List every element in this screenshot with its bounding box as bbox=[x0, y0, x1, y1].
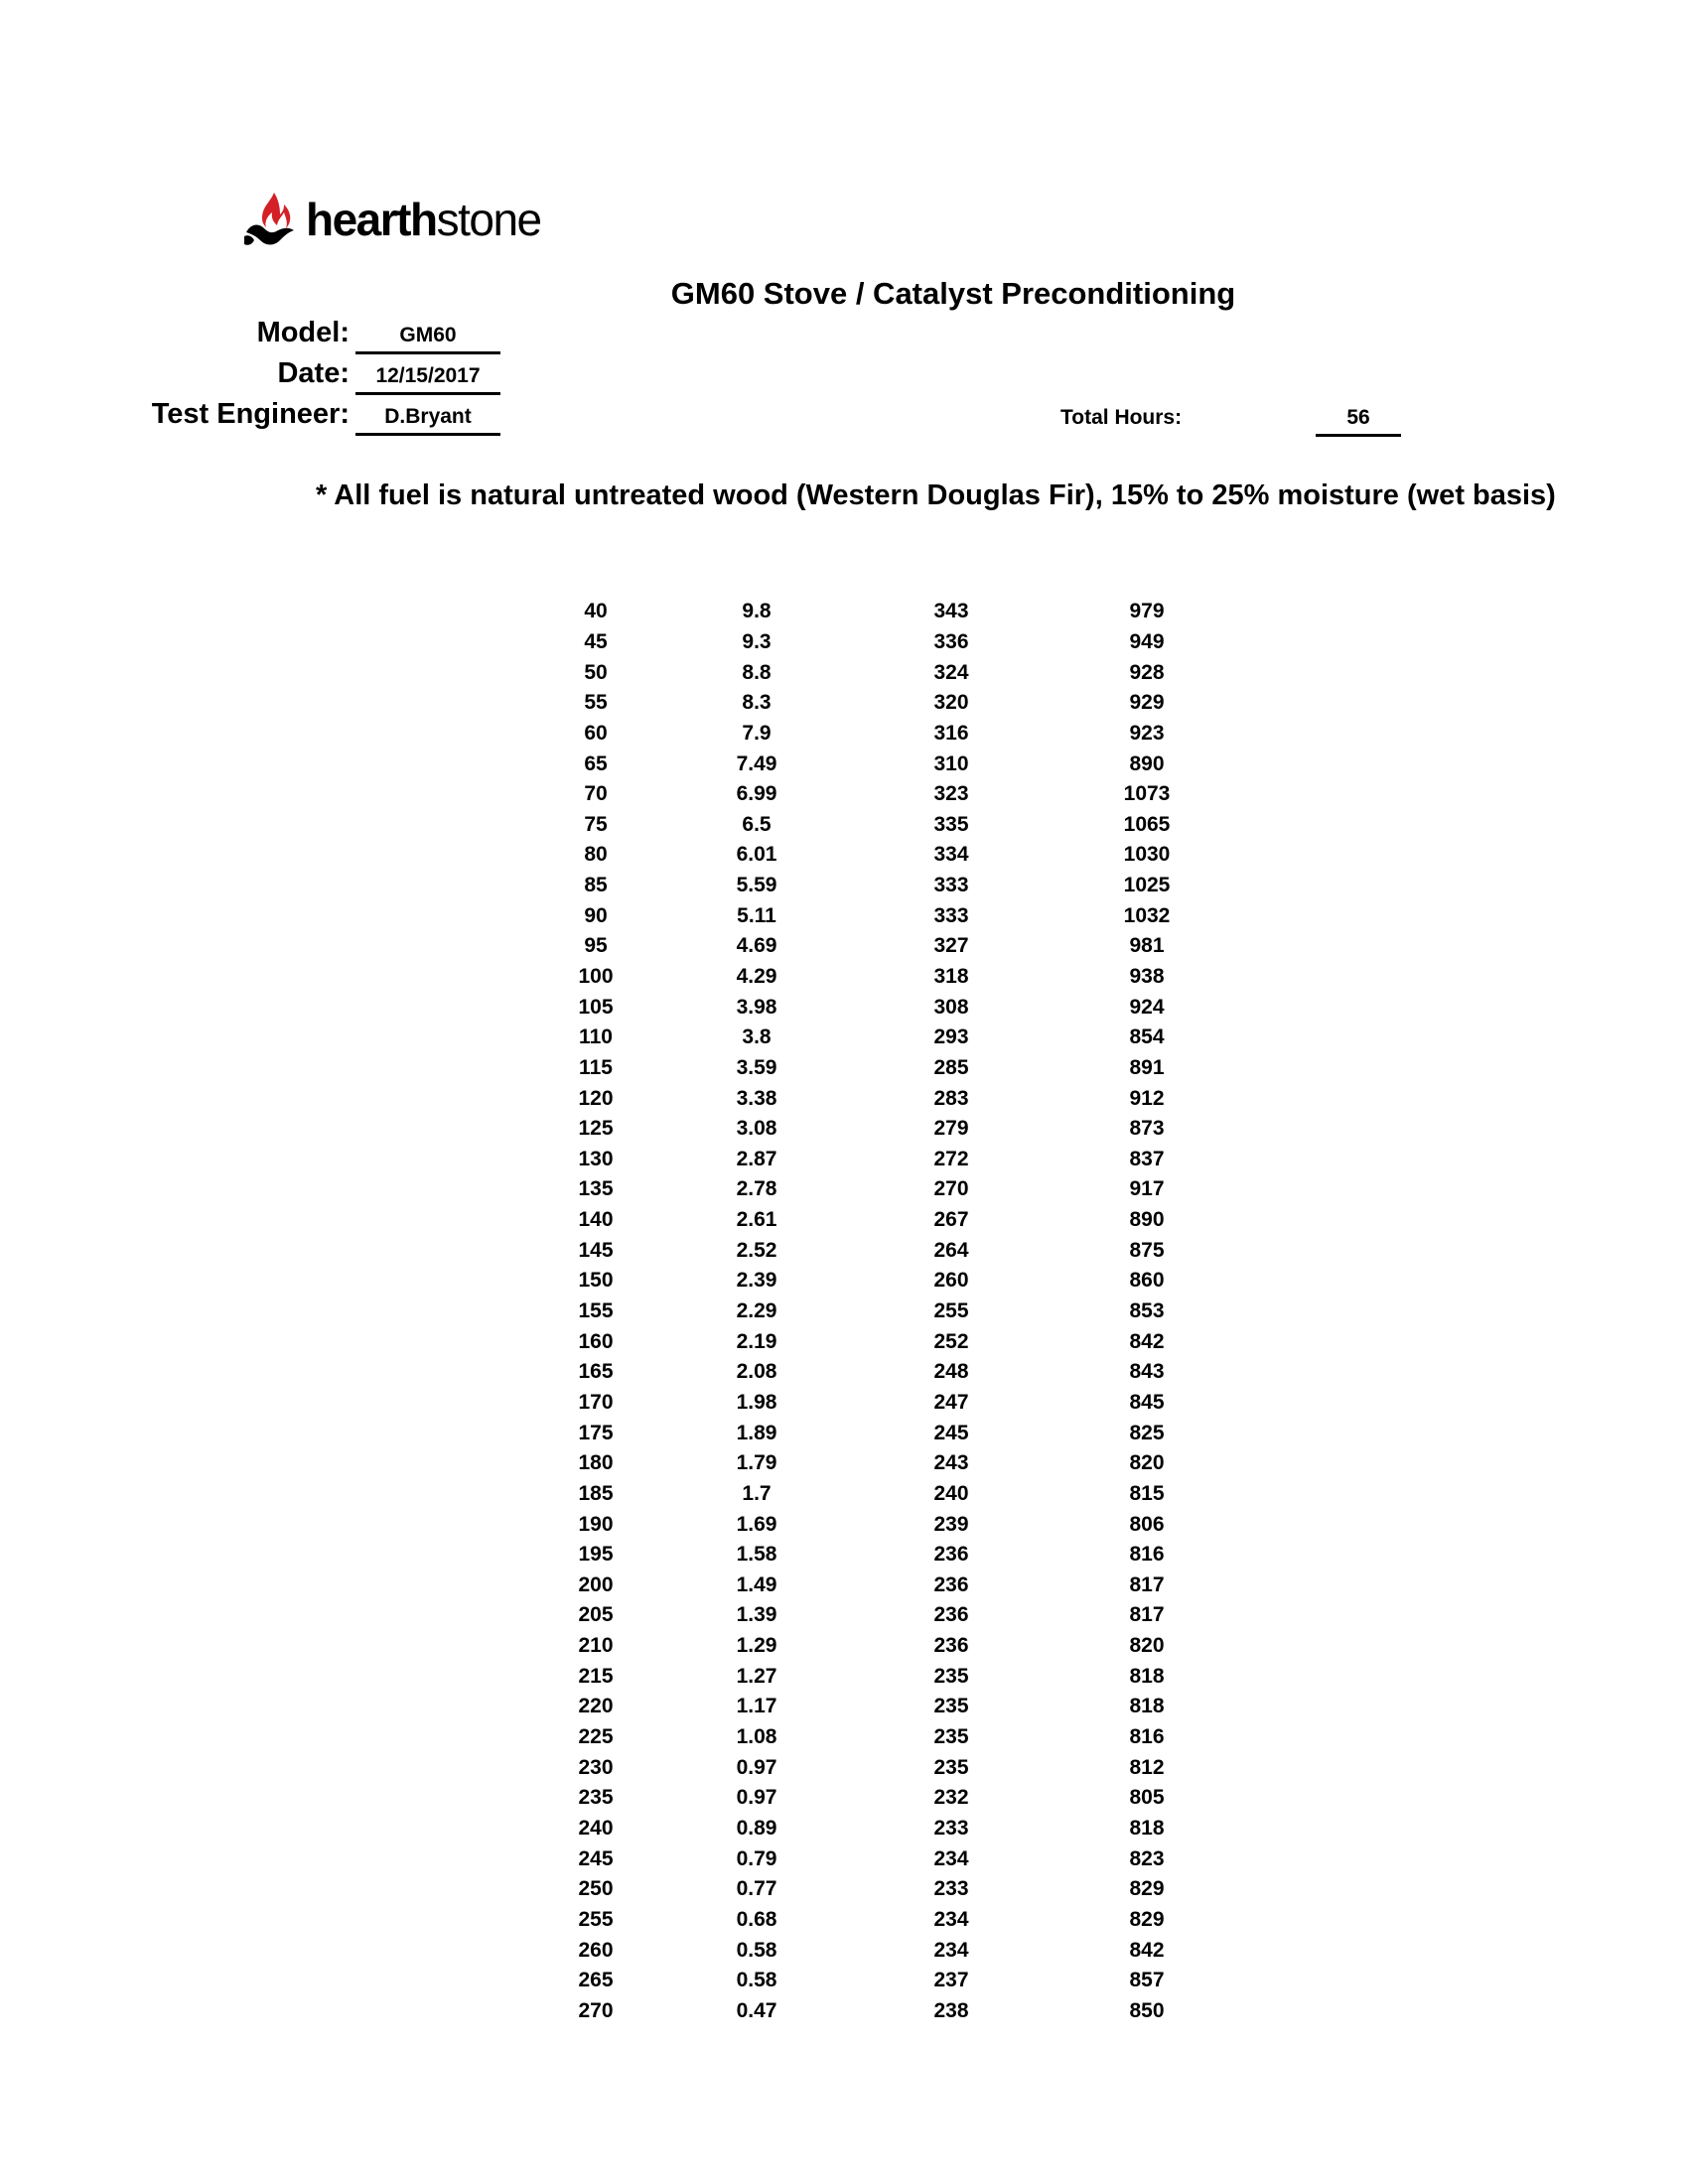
table-cell: 815 bbox=[1129, 1481, 1165, 1505]
table-cell: 854 bbox=[1129, 1025, 1165, 1049]
table-cell: 8.3 bbox=[742, 691, 772, 715]
total-hours-label: Total Hours: bbox=[1060, 406, 1183, 429]
table-cell: 140 bbox=[578, 1208, 614, 1232]
flame-shape bbox=[262, 193, 290, 228]
table-cell: 115 bbox=[579, 1055, 613, 1079]
fuel-note: * All fuel is natural untreated wood (Western Douglas Fir), 15% to 25% moisture (wet basis) bbox=[316, 479, 1556, 511]
table-cell: 272 bbox=[933, 1147, 969, 1170]
table-row bbox=[536, 688, 1249, 719]
table-cell: 155 bbox=[578, 1299, 614, 1323]
table-cell: 255 bbox=[578, 1907, 614, 1931]
table-cell: 264 bbox=[933, 1238, 969, 1262]
table-row bbox=[536, 1905, 1249, 1936]
table-row bbox=[536, 1357, 1249, 1388]
table-cell: 333 bbox=[933, 903, 969, 927]
table-cell: 875 bbox=[1129, 1238, 1165, 1262]
table-cell: 2.87 bbox=[736, 1147, 777, 1170]
table-cell: 2.08 bbox=[736, 1360, 777, 1384]
table-cell: 857 bbox=[1129, 1969, 1165, 1992]
table-cell: 105 bbox=[578, 995, 614, 1019]
table-cell: 334 bbox=[933, 843, 969, 867]
table-cell: 2.19 bbox=[736, 1329, 777, 1353]
table-cell: 981 bbox=[1129, 934, 1165, 958]
table-cell: 234 bbox=[933, 1846, 969, 1870]
table-cell: 235 bbox=[578, 1786, 614, 1810]
table-row bbox=[536, 1722, 1249, 1753]
table-cell: 236 bbox=[933, 1634, 969, 1658]
table-cell: 829 bbox=[1129, 1907, 1165, 1931]
table-cell: 327 bbox=[933, 934, 969, 958]
table-cell: 7.9 bbox=[742, 721, 772, 745]
table-cell: 270 bbox=[933, 1177, 969, 1201]
table-cell: 293 bbox=[933, 1025, 969, 1049]
table-cell: 235 bbox=[933, 1725, 969, 1749]
table-cell: 255 bbox=[933, 1299, 969, 1323]
table-cell: 225 bbox=[578, 1725, 614, 1749]
table-cell: 260 bbox=[933, 1269, 969, 1293]
table-cell: 270 bbox=[578, 1998, 614, 2022]
table-cell: 215 bbox=[578, 1664, 614, 1688]
table-cell: 1.79 bbox=[736, 1451, 777, 1475]
table-row bbox=[536, 719, 1249, 750]
table-cell: 200 bbox=[578, 1572, 614, 1596]
table-cell: 1073 bbox=[1123, 782, 1171, 806]
table-cell: 845 bbox=[1129, 1390, 1165, 1414]
table-cell: 318 bbox=[933, 965, 969, 988]
table-cell: 125 bbox=[578, 1117, 614, 1141]
table-cell: 248 bbox=[933, 1360, 969, 1384]
test-engineer-label: Test Engineer: bbox=[151, 398, 350, 430]
table-row bbox=[536, 1783, 1249, 1814]
table-cell: 0.58 bbox=[736, 1938, 777, 1962]
table-cell: 6.99 bbox=[736, 782, 777, 806]
data-table-body bbox=[536, 597, 1249, 2026]
table-row bbox=[536, 1509, 1249, 1540]
table-row bbox=[536, 1540, 1249, 1570]
table-cell: 233 bbox=[933, 1877, 969, 1901]
table-cell: 4.69 bbox=[736, 934, 777, 958]
table-cell: 1.17 bbox=[736, 1695, 777, 1718]
table-cell: 135 bbox=[578, 1177, 614, 1201]
table-row bbox=[536, 1418, 1249, 1448]
table-row bbox=[536, 1114, 1249, 1145]
table-cell: 817 bbox=[1129, 1572, 1165, 1596]
table-cell: 873 bbox=[1129, 1117, 1165, 1141]
table-cell: 5.59 bbox=[736, 874, 777, 897]
table-row bbox=[536, 1479, 1249, 1510]
table-cell: 843 bbox=[1129, 1360, 1165, 1384]
table-row bbox=[536, 1326, 1249, 1357]
table-cell: 6.01 bbox=[736, 843, 777, 867]
table-cell: 45 bbox=[584, 629, 608, 653]
table-cell: 817 bbox=[1129, 1603, 1165, 1627]
table-cell: 818 bbox=[1129, 1664, 1165, 1688]
table-cell: 110 bbox=[579, 1025, 613, 1049]
table-row bbox=[536, 809, 1249, 840]
table-cell: 230 bbox=[578, 1755, 614, 1779]
table-row bbox=[536, 931, 1249, 962]
table-cell: 205 bbox=[578, 1603, 614, 1627]
table-cell: 333 bbox=[933, 874, 969, 897]
table-cell: 1.39 bbox=[736, 1603, 777, 1627]
table-cell: 820 bbox=[1129, 1451, 1165, 1475]
table-row bbox=[536, 1448, 1249, 1479]
table-cell: 806 bbox=[1129, 1512, 1165, 1536]
table-row bbox=[536, 1083, 1249, 1114]
table-cell: 195 bbox=[578, 1543, 614, 1567]
table-row bbox=[536, 627, 1249, 658]
table-cell: 320 bbox=[933, 691, 969, 715]
table-cell: 3.38 bbox=[736, 1086, 777, 1110]
table-cell: 343 bbox=[933, 600, 969, 623]
table-cell: 239 bbox=[933, 1512, 969, 1536]
table-cell: 0.68 bbox=[736, 1907, 777, 1931]
model-value: GM60 bbox=[355, 324, 500, 354]
table-cell: 310 bbox=[933, 751, 969, 775]
table-cell: 0.58 bbox=[736, 1969, 777, 1992]
table-cell: 234 bbox=[933, 1907, 969, 1931]
table-cell: 75 bbox=[584, 812, 608, 836]
table-cell: 938 bbox=[1129, 965, 1165, 988]
table-cell: 818 bbox=[1129, 1695, 1165, 1718]
table-cell: 235 bbox=[933, 1755, 969, 1779]
table-cell: 979 bbox=[1129, 600, 1165, 623]
table-cell: 2.39 bbox=[736, 1269, 777, 1293]
table-cell: 235 bbox=[933, 1695, 969, 1718]
table-cell: 100 bbox=[578, 965, 614, 988]
table-cell: 860 bbox=[1129, 1269, 1165, 1293]
table-cell: 0.89 bbox=[736, 1816, 777, 1840]
table-row bbox=[536, 1631, 1249, 1662]
table-cell: 85 bbox=[584, 874, 608, 897]
table-cell: 8.8 bbox=[742, 660, 772, 684]
table-cell: 1.69 bbox=[736, 1512, 777, 1536]
table-cell: 245 bbox=[578, 1846, 614, 1870]
table-cell: 237 bbox=[933, 1969, 969, 1992]
table-cell: 842 bbox=[1129, 1329, 1165, 1353]
table-cell: 890 bbox=[1129, 751, 1165, 775]
table-cell: 243 bbox=[933, 1451, 969, 1475]
table-cell: 825 bbox=[1129, 1421, 1165, 1444]
table-row bbox=[536, 871, 1249, 901]
table-cell: 917 bbox=[1129, 1177, 1165, 1201]
table-row bbox=[536, 962, 1249, 993]
table-cell: 2.29 bbox=[736, 1299, 777, 1323]
table-cell: 50 bbox=[584, 660, 608, 684]
table-cell: 145 bbox=[578, 1238, 614, 1262]
table-row bbox=[536, 1023, 1249, 1053]
table-cell: 236 bbox=[933, 1543, 969, 1567]
table-row bbox=[536, 1266, 1249, 1297]
table-row bbox=[536, 1692, 1249, 1722]
table-cell: 150 bbox=[578, 1269, 614, 1293]
table-cell: 283 bbox=[933, 1086, 969, 1110]
table-cell: 80 bbox=[584, 843, 608, 867]
test-engineer-value: D.Bryant bbox=[355, 405, 500, 436]
table-cell: 842 bbox=[1129, 1938, 1165, 1962]
table-row bbox=[536, 1297, 1249, 1327]
table-cell: 233 bbox=[933, 1816, 969, 1840]
table-cell: 65 bbox=[584, 751, 608, 775]
table-cell: 3.98 bbox=[736, 995, 777, 1019]
table-cell: 912 bbox=[1129, 1086, 1165, 1110]
table-cell: 335 bbox=[933, 812, 969, 836]
table-cell: 175 bbox=[578, 1421, 614, 1444]
table-row bbox=[536, 1145, 1249, 1175]
table-row bbox=[536, 992, 1249, 1023]
table-cell: 949 bbox=[1129, 629, 1165, 653]
table-cell: 240 bbox=[933, 1481, 969, 1505]
table-cell: 891 bbox=[1129, 1055, 1165, 1079]
table-cell: 924 bbox=[1129, 995, 1165, 1019]
table-cell: 820 bbox=[1129, 1634, 1165, 1658]
table-cell: 1032 bbox=[1123, 903, 1171, 927]
table-cell: 1.98 bbox=[736, 1390, 777, 1414]
table-cell: 316 bbox=[933, 721, 969, 745]
table-cell: 236 bbox=[933, 1572, 969, 1596]
table-cell: 260 bbox=[578, 1938, 614, 1962]
table-cell: 232 bbox=[933, 1786, 969, 1810]
table-cell: 165 bbox=[578, 1360, 614, 1384]
table-cell: 120 bbox=[578, 1086, 614, 1110]
table-cell: 220 bbox=[578, 1695, 614, 1718]
table-cell: 308 bbox=[933, 995, 969, 1019]
table-cell: 0.97 bbox=[736, 1755, 777, 1779]
table-cell: 250 bbox=[578, 1877, 614, 1901]
table-row bbox=[536, 1874, 1249, 1905]
table-cell: 890 bbox=[1129, 1208, 1165, 1232]
table-row bbox=[536, 1843, 1249, 1874]
hearthstone-logo bbox=[240, 189, 578, 252]
table-cell: 247 bbox=[933, 1390, 969, 1414]
table-row bbox=[536, 1205, 1249, 1236]
table-cell: 1030 bbox=[1123, 843, 1171, 867]
table-cell: 265 bbox=[578, 1969, 614, 1992]
table-cell: 180 bbox=[578, 1451, 614, 1475]
table-row bbox=[536, 1388, 1249, 1419]
table-row bbox=[536, 1600, 1249, 1631]
table-row bbox=[536, 1661, 1249, 1692]
table-cell: 1065 bbox=[1123, 812, 1171, 836]
table-cell: 279 bbox=[933, 1117, 969, 1141]
table-cell: 805 bbox=[1129, 1786, 1165, 1810]
table-row bbox=[536, 1570, 1249, 1601]
table-cell: 190 bbox=[578, 1512, 614, 1536]
table-cell: 829 bbox=[1129, 1877, 1165, 1901]
table-cell: 7.49 bbox=[736, 751, 777, 775]
table-cell: 823 bbox=[1129, 1846, 1165, 1870]
table-cell: 90 bbox=[584, 903, 608, 927]
table-cell: 235 bbox=[933, 1664, 969, 1688]
table-cell: 185 bbox=[578, 1481, 614, 1505]
table-row bbox=[536, 657, 1249, 688]
table-row bbox=[536, 1053, 1249, 1084]
table-row bbox=[536, 1966, 1249, 1996]
table-cell: 9.8 bbox=[742, 600, 772, 623]
table-cell: 160 bbox=[578, 1329, 614, 1353]
table-row bbox=[536, 597, 1249, 627]
table-cell: 40 bbox=[584, 600, 608, 623]
table-cell: 929 bbox=[1129, 691, 1165, 715]
table-cell: 2.52 bbox=[736, 1238, 777, 1262]
date-label: Date: bbox=[277, 357, 350, 389]
table-row bbox=[536, 1935, 1249, 1966]
table-cell: 130 bbox=[578, 1147, 614, 1170]
table-cell: 850 bbox=[1129, 1998, 1165, 2022]
table-cell: 1.08 bbox=[736, 1725, 777, 1749]
table-cell: 816 bbox=[1129, 1543, 1165, 1567]
table-cell: 210 bbox=[578, 1634, 614, 1658]
table-cell: 267 bbox=[933, 1208, 969, 1232]
table-cell: 1.27 bbox=[736, 1664, 777, 1688]
table-cell: 1.58 bbox=[736, 1543, 777, 1567]
table-cell: 60 bbox=[584, 721, 608, 745]
table-cell: 2.78 bbox=[736, 1177, 777, 1201]
table-cell: 0.79 bbox=[736, 1846, 777, 1870]
table-cell: 5.11 bbox=[737, 903, 776, 927]
table-cell: 837 bbox=[1129, 1147, 1165, 1170]
table-cell: 285 bbox=[933, 1055, 969, 1079]
svg-text:hearthstone: hearthstone bbox=[306, 194, 541, 245]
table-cell: 0.77 bbox=[736, 1877, 777, 1901]
table-cell: 170 bbox=[578, 1390, 614, 1414]
table-cell: 55 bbox=[584, 691, 608, 715]
table-cell: 1025 bbox=[1123, 874, 1171, 897]
table-row bbox=[536, 840, 1249, 871]
table-cell: 3.8 bbox=[742, 1025, 772, 1049]
table-cell: 324 bbox=[933, 660, 969, 684]
date-value: 12/15/2017 bbox=[355, 364, 500, 395]
table-row bbox=[536, 1174, 1249, 1205]
table-cell: 70 bbox=[584, 782, 608, 806]
table-row bbox=[536, 779, 1249, 810]
table-cell: 336 bbox=[933, 629, 969, 653]
table-row bbox=[536, 1235, 1249, 1266]
table-cell: 2.61 bbox=[736, 1208, 777, 1232]
table-cell: 245 bbox=[933, 1421, 969, 1444]
table-cell: 1.7 bbox=[742, 1481, 772, 1505]
table-cell: 812 bbox=[1129, 1755, 1165, 1779]
table-cell: 252 bbox=[933, 1329, 969, 1353]
flame-logo-icon bbox=[240, 189, 578, 252]
model-label: Model: bbox=[256, 317, 350, 348]
table-cell: 238 bbox=[933, 1998, 969, 2022]
table-cell: 818 bbox=[1129, 1816, 1165, 1840]
table-cell: 4.29 bbox=[736, 965, 777, 988]
table-cell: 234 bbox=[933, 1938, 969, 1962]
table-row bbox=[536, 1752, 1249, 1783]
table-cell: 236 bbox=[933, 1603, 969, 1627]
table-cell: 3.08 bbox=[736, 1117, 777, 1141]
log-shape bbox=[246, 225, 294, 245]
table-row bbox=[536, 900, 1249, 931]
table-cell: 3.59 bbox=[736, 1055, 777, 1079]
table-row bbox=[536, 1995, 1249, 2026]
page-title: GM60 Stove / Catalyst Preconditioning bbox=[670, 276, 1236, 311]
table-cell: 1.89 bbox=[736, 1421, 777, 1444]
table-cell: 816 bbox=[1129, 1725, 1165, 1749]
table-cell: 6.5 bbox=[742, 812, 772, 836]
table-cell: 240 bbox=[578, 1816, 614, 1840]
table-cell: 0.97 bbox=[736, 1786, 777, 1810]
table-row bbox=[536, 1814, 1249, 1844]
total-hours-value: 56 bbox=[1316, 406, 1401, 437]
table-cell: 1.29 bbox=[736, 1634, 777, 1658]
table-cell: 928 bbox=[1129, 660, 1165, 684]
data-table bbox=[536, 597, 1249, 2026]
table-cell: 95 bbox=[584, 934, 608, 958]
table-cell: 0.47 bbox=[736, 1998, 777, 2022]
table-cell: 9.3 bbox=[742, 629, 772, 653]
table-cell: 853 bbox=[1129, 1299, 1165, 1323]
table-cell: 323 bbox=[933, 782, 969, 806]
log-end-shape bbox=[244, 235, 254, 245]
table-cell: 1.49 bbox=[736, 1572, 777, 1596]
table-cell: 923 bbox=[1129, 721, 1165, 745]
table-row bbox=[536, 749, 1249, 779]
